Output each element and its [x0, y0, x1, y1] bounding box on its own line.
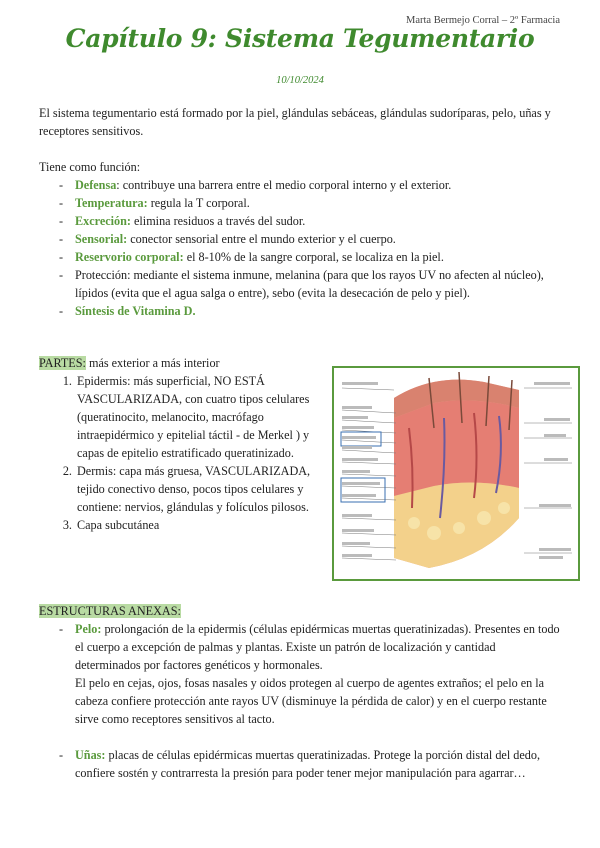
list-item: 3. Capa subcutánea — [75, 516, 327, 534]
functions-heading: Tiene como función: — [39, 160, 141, 174]
annexes-list — [39, 620, 564, 782]
skin-illustration — [334, 368, 578, 579]
intro-paragraph: El sistema tegumentario está formado por la piel, glándulas sebáceas, glándulas sudoríparas, pelo, uñas y receptores sensitivos. — [39, 106, 551, 138]
function-term: Temperatura — [75, 196, 144, 210]
function-term: Excreción — [75, 214, 127, 228]
functions-list — [39, 176, 564, 320]
list-item: - Defensa: contribuye una barrera entre el medio corporal interno y el exterior. — [75, 176, 564, 194]
skin-diagram — [332, 366, 580, 581]
list-item: - Sensorial: conector sensorial entre el mundo exterior y el cuerpo. — [75, 230, 564, 248]
parts-list — [39, 372, 327, 534]
list-item: 1. Epidermis: más superficial, NO ESTÁ VASCULARIZADA, con cuatro tipos celulares (queratinocito, melanocito, macrófago intraepidérmico y epitelial táctil - de Merkel ) y capas de epitelio estratificado queratinizado. — [75, 372, 327, 462]
function-term: Síntesis de Vitamina D. — [75, 304, 196, 318]
annexes-label: ESTRUCTURAS ANEXAS: — [39, 604, 181, 618]
list-item: - Protección: mediante el sistema inmune, melanina (para que los rayos UV no afecten al núcleo), lípidos (evita que el agua salga o entre), sebo (evita la desecación de pelo y piel). — [75, 266, 564, 302]
list-item: - Pelo: prolongación de la epidermis (células epidérmicas muertas queratinizadas). Presentes en todo el cuerpo a excepción de palmas y plantas. Existe un patrón de localización y cantidad determinados por factores genéticos y hormonales. El pelo en cejas, ojos, fosas nasales y oidos protegen al cuerpo de agentes extraños; el pelo en la cabeza confiere protección ante rayos UV (disminuye la pérdida de calor) y en el cuerpo restante sirve como receptores sensitivos al tacto. — [75, 620, 564, 728]
parts-label: PARTES: — [39, 356, 86, 370]
page-date: 10/10/2024 — [276, 75, 324, 86]
list-item: - Uñas: placas de células epidérmicas muertas queratinizadas. Protege la porción distal del dedo, confiere sostén y contrarresta la presión para poder tener mejor manipulación para agarrar… — [75, 746, 564, 782]
parts-section — [39, 354, 327, 534]
author-header: Marta Bermejo Corral – 2º Farmacia — [406, 15, 560, 26]
list-item: 2. Dermis: capa más gruesa, VASCULARIZADA, tejido conectivo denso, pocos tipos celulares y contiene: nervios, glándulas y folículos pilosos. — [75, 462, 327, 516]
annexes-heading — [39, 602, 564, 620]
list-item: - Excreción: elimina residuos a través del sudor. — [75, 212, 564, 230]
list-item — [75, 302, 564, 320]
annex-term: Uñas: — [75, 748, 106, 762]
parts-heading: PARTES: más exterior a más interior — [39, 356, 220, 370]
functions-section — [39, 158, 564, 320]
function-term: Reservorio corporal — [75, 250, 180, 264]
annex-term: Pelo: — [75, 622, 102, 636]
annex-extra: El pelo en cejas, ojos, fosas nasales y oidos protegen al cuerpo de agentes extraños; el pelo en la cabeza confiere protección ante rayos UV (disminuye la pérdida de calor) y en el cuerpo restante sirve como receptores sensitivos al tacto. — [75, 676, 547, 726]
function-term: Defensa — [75, 178, 117, 192]
function-term: Sensorial — [75, 232, 124, 246]
list-item: - Temperatura: regula la T corporal. — [75, 194, 564, 212]
list-item: - Reservorio corporal: el 8-10% de la sangre corporal, se localiza en la piel. — [75, 248, 564, 266]
annexes-section — [39, 602, 564, 782]
page-title: Capítulo 9: Sistema Tegumentario — [65, 24, 535, 53]
